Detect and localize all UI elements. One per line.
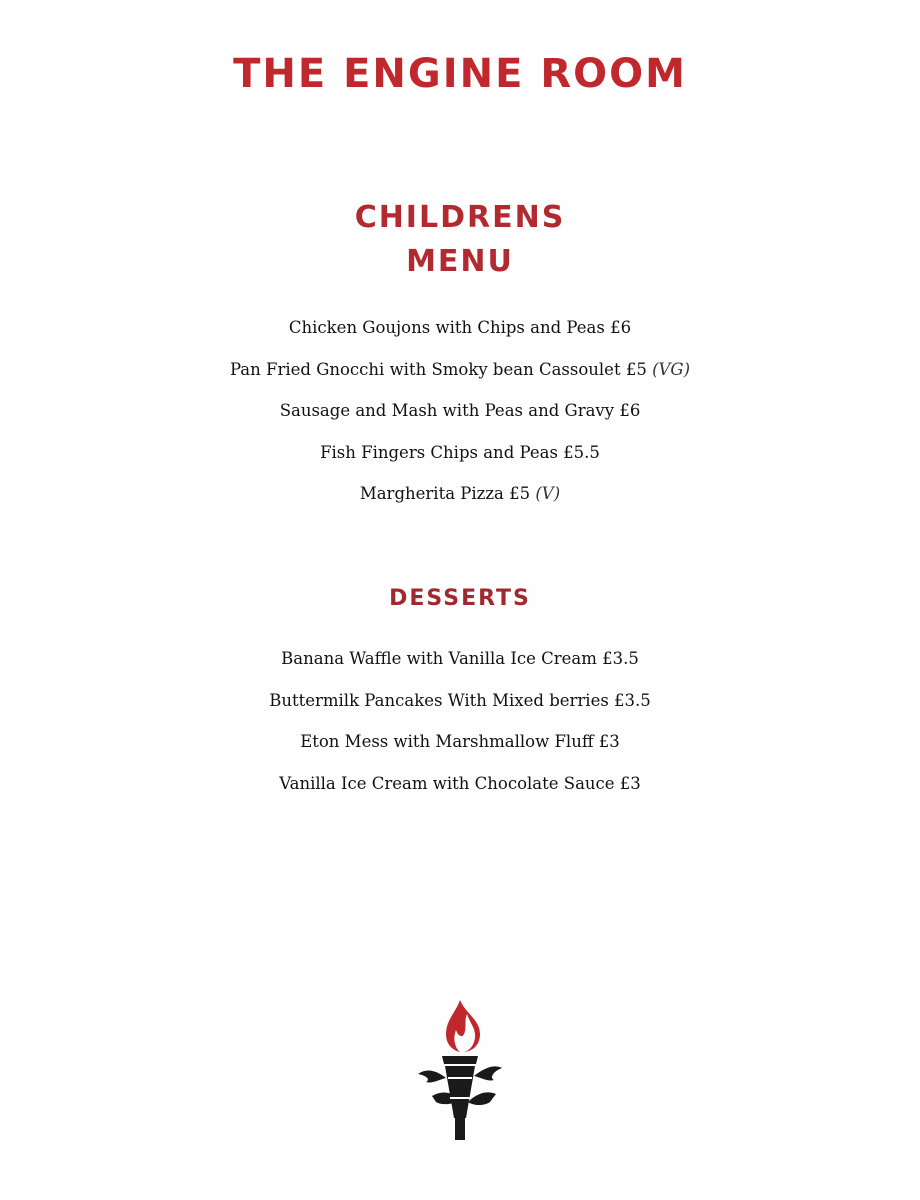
menu-item-text: Margherita Pizza £5 (359, 484, 531, 503)
menu-item-text: Sausage and Mash with Peas and Gravy £6 (279, 401, 641, 420)
desserts-heading: DESSERTS (389, 586, 531, 611)
ribbon-right-lower (468, 1092, 496, 1105)
restaurant-name: THE ENGINE ROOM (233, 51, 687, 97)
dessert-item (0, 647, 920, 689)
dietary-label: (V) (535, 484, 561, 503)
childrens-menu-heading (0, 196, 920, 284)
menu-item (0, 316, 920, 358)
menu-item-text: Pan Fried Gnocchi with Smoky bean Cassoulet £5 (229, 359, 647, 379)
menu-item-text: Chicken Goujons with Chips and Peas £6 (288, 318, 632, 337)
menu-item (0, 399, 920, 441)
menu-item (0, 441, 920, 483)
torch-handle (455, 1116, 465, 1140)
dessert-item (0, 689, 920, 731)
torch-body (445, 1066, 475, 1118)
main-course-list (0, 316, 920, 524)
menu-title-line1: CHILDRENS (354, 200, 566, 235)
dessert-item-text: Eton Mess with Marshmallow Fluff £3 (300, 732, 620, 751)
menu-title-line2: MENU (406, 244, 514, 279)
menu-item-text: Fish Fingers Chips and Peas £5.5 (320, 442, 600, 462)
menu-item (0, 358, 920, 400)
dessert-item (0, 772, 920, 814)
ribbon-right (474, 1066, 502, 1080)
dessert-item-text: Vanilla Ice Cream with Chocolate Sauce £3 (279, 773, 641, 793)
torch-rim (442, 1056, 478, 1064)
dessert-list (0, 647, 920, 813)
dessert-item-text: Buttermilk Pancakes With Mixed berries £3.5 (269, 690, 651, 710)
menu-item (0, 482, 920, 524)
ribbon-left (418, 1071, 446, 1083)
dietary-label: (VG) (652, 359, 691, 379)
dessert-item-text: Banana Waffle with Vanilla Ice Cream £3.5 (281, 649, 639, 668)
torch-icon (412, 998, 508, 1144)
dessert-item (0, 730, 920, 772)
